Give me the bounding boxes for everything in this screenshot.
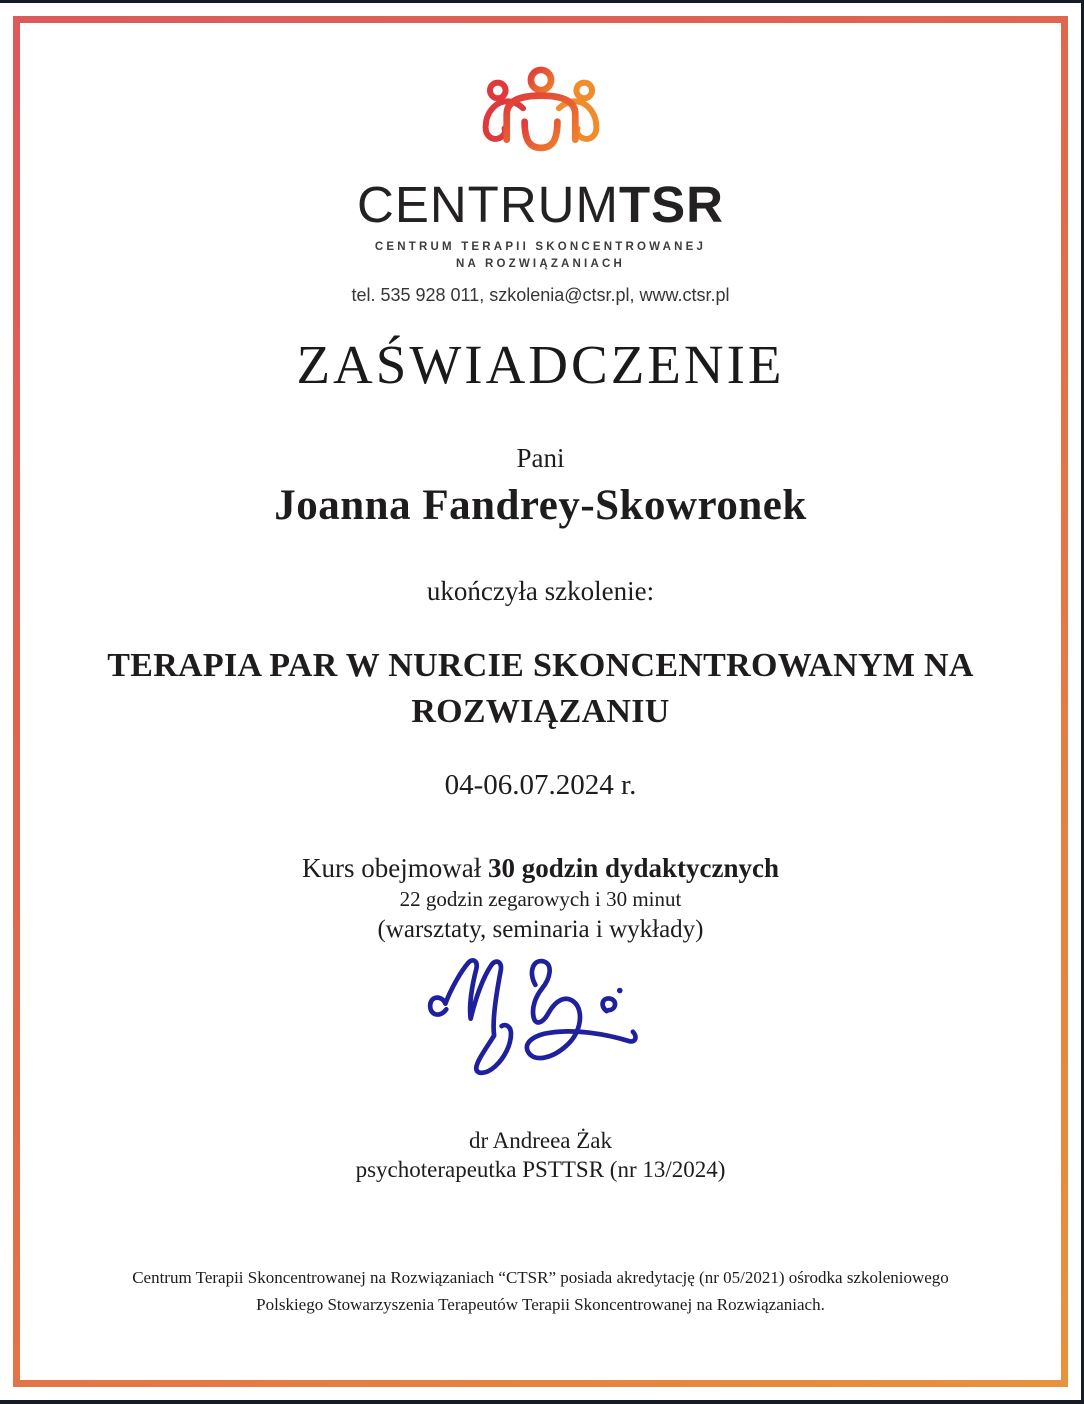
signer-name: dr Andreea Żak xyxy=(468,1128,613,1154)
brand-wordmark-main: CENTRUM xyxy=(357,176,619,233)
contact-info: tel. 535 928 011, szkolenia@ctsr.pl, www.ctsr.pl xyxy=(351,284,730,305)
certificate-page xyxy=(0,3,1081,1400)
course-title xyxy=(0,643,1081,735)
course-title-line1: TERAPIA PAR W NURCIE SKONCENTROWANYM NA xyxy=(107,647,974,685)
signature-icon xyxy=(416,953,666,1103)
salutation: Pani xyxy=(516,442,565,473)
course-date: 04-06.07.2024 r. xyxy=(444,768,637,801)
certificate-content xyxy=(0,3,1081,1400)
completion-text: ukończyła szkolenie: xyxy=(426,575,655,606)
brand-wordmark xyxy=(0,176,1081,233)
brand-tagline-line2: NA ROZWIĄZANIACH xyxy=(456,258,625,271)
course-hours-detail: 22 godzin zegarowych i 30 minut xyxy=(399,887,682,912)
course-hours-bold: 30 godzin dydaktycznych xyxy=(487,852,779,883)
course-hours-note: (warsztaty, seminaria i wykłady) xyxy=(377,916,704,944)
certificate-title: ZAŚWIADCZENIE xyxy=(296,334,785,396)
accreditation-footer xyxy=(60,1265,1021,1318)
brand-tagline-line1: CENTRUM TERAPII SKONCENTROWANEJ xyxy=(374,241,707,253)
brand-tagline xyxy=(0,239,1081,274)
signer-title: psychoterapeutka PSTTSR (nr 13/2024) xyxy=(355,1156,726,1182)
recipient-name: Joanna Fandrey-Skowronek xyxy=(274,482,807,530)
accreditation-footer-line2: Polskiego Stowarzyszenia Terapeutów Terapii Skoncentrowanej na Rozwiązaniach. xyxy=(256,1294,825,1314)
course-hours-prefix: Kurs obejmował xyxy=(301,852,488,883)
course-hours xyxy=(0,852,1081,884)
accreditation-footer-line1: Centrum Terapii Skoncentrowanej na Rozwiązaniach “CTSR” posiada akredytację (nr 05/2021) ośrodka szkoleniowego xyxy=(132,1268,949,1288)
course-title-line2: ROZWIĄZANIU xyxy=(411,692,670,730)
people-logo-icon xyxy=(459,65,623,177)
brand-wordmark-bold: TSR xyxy=(618,176,724,233)
